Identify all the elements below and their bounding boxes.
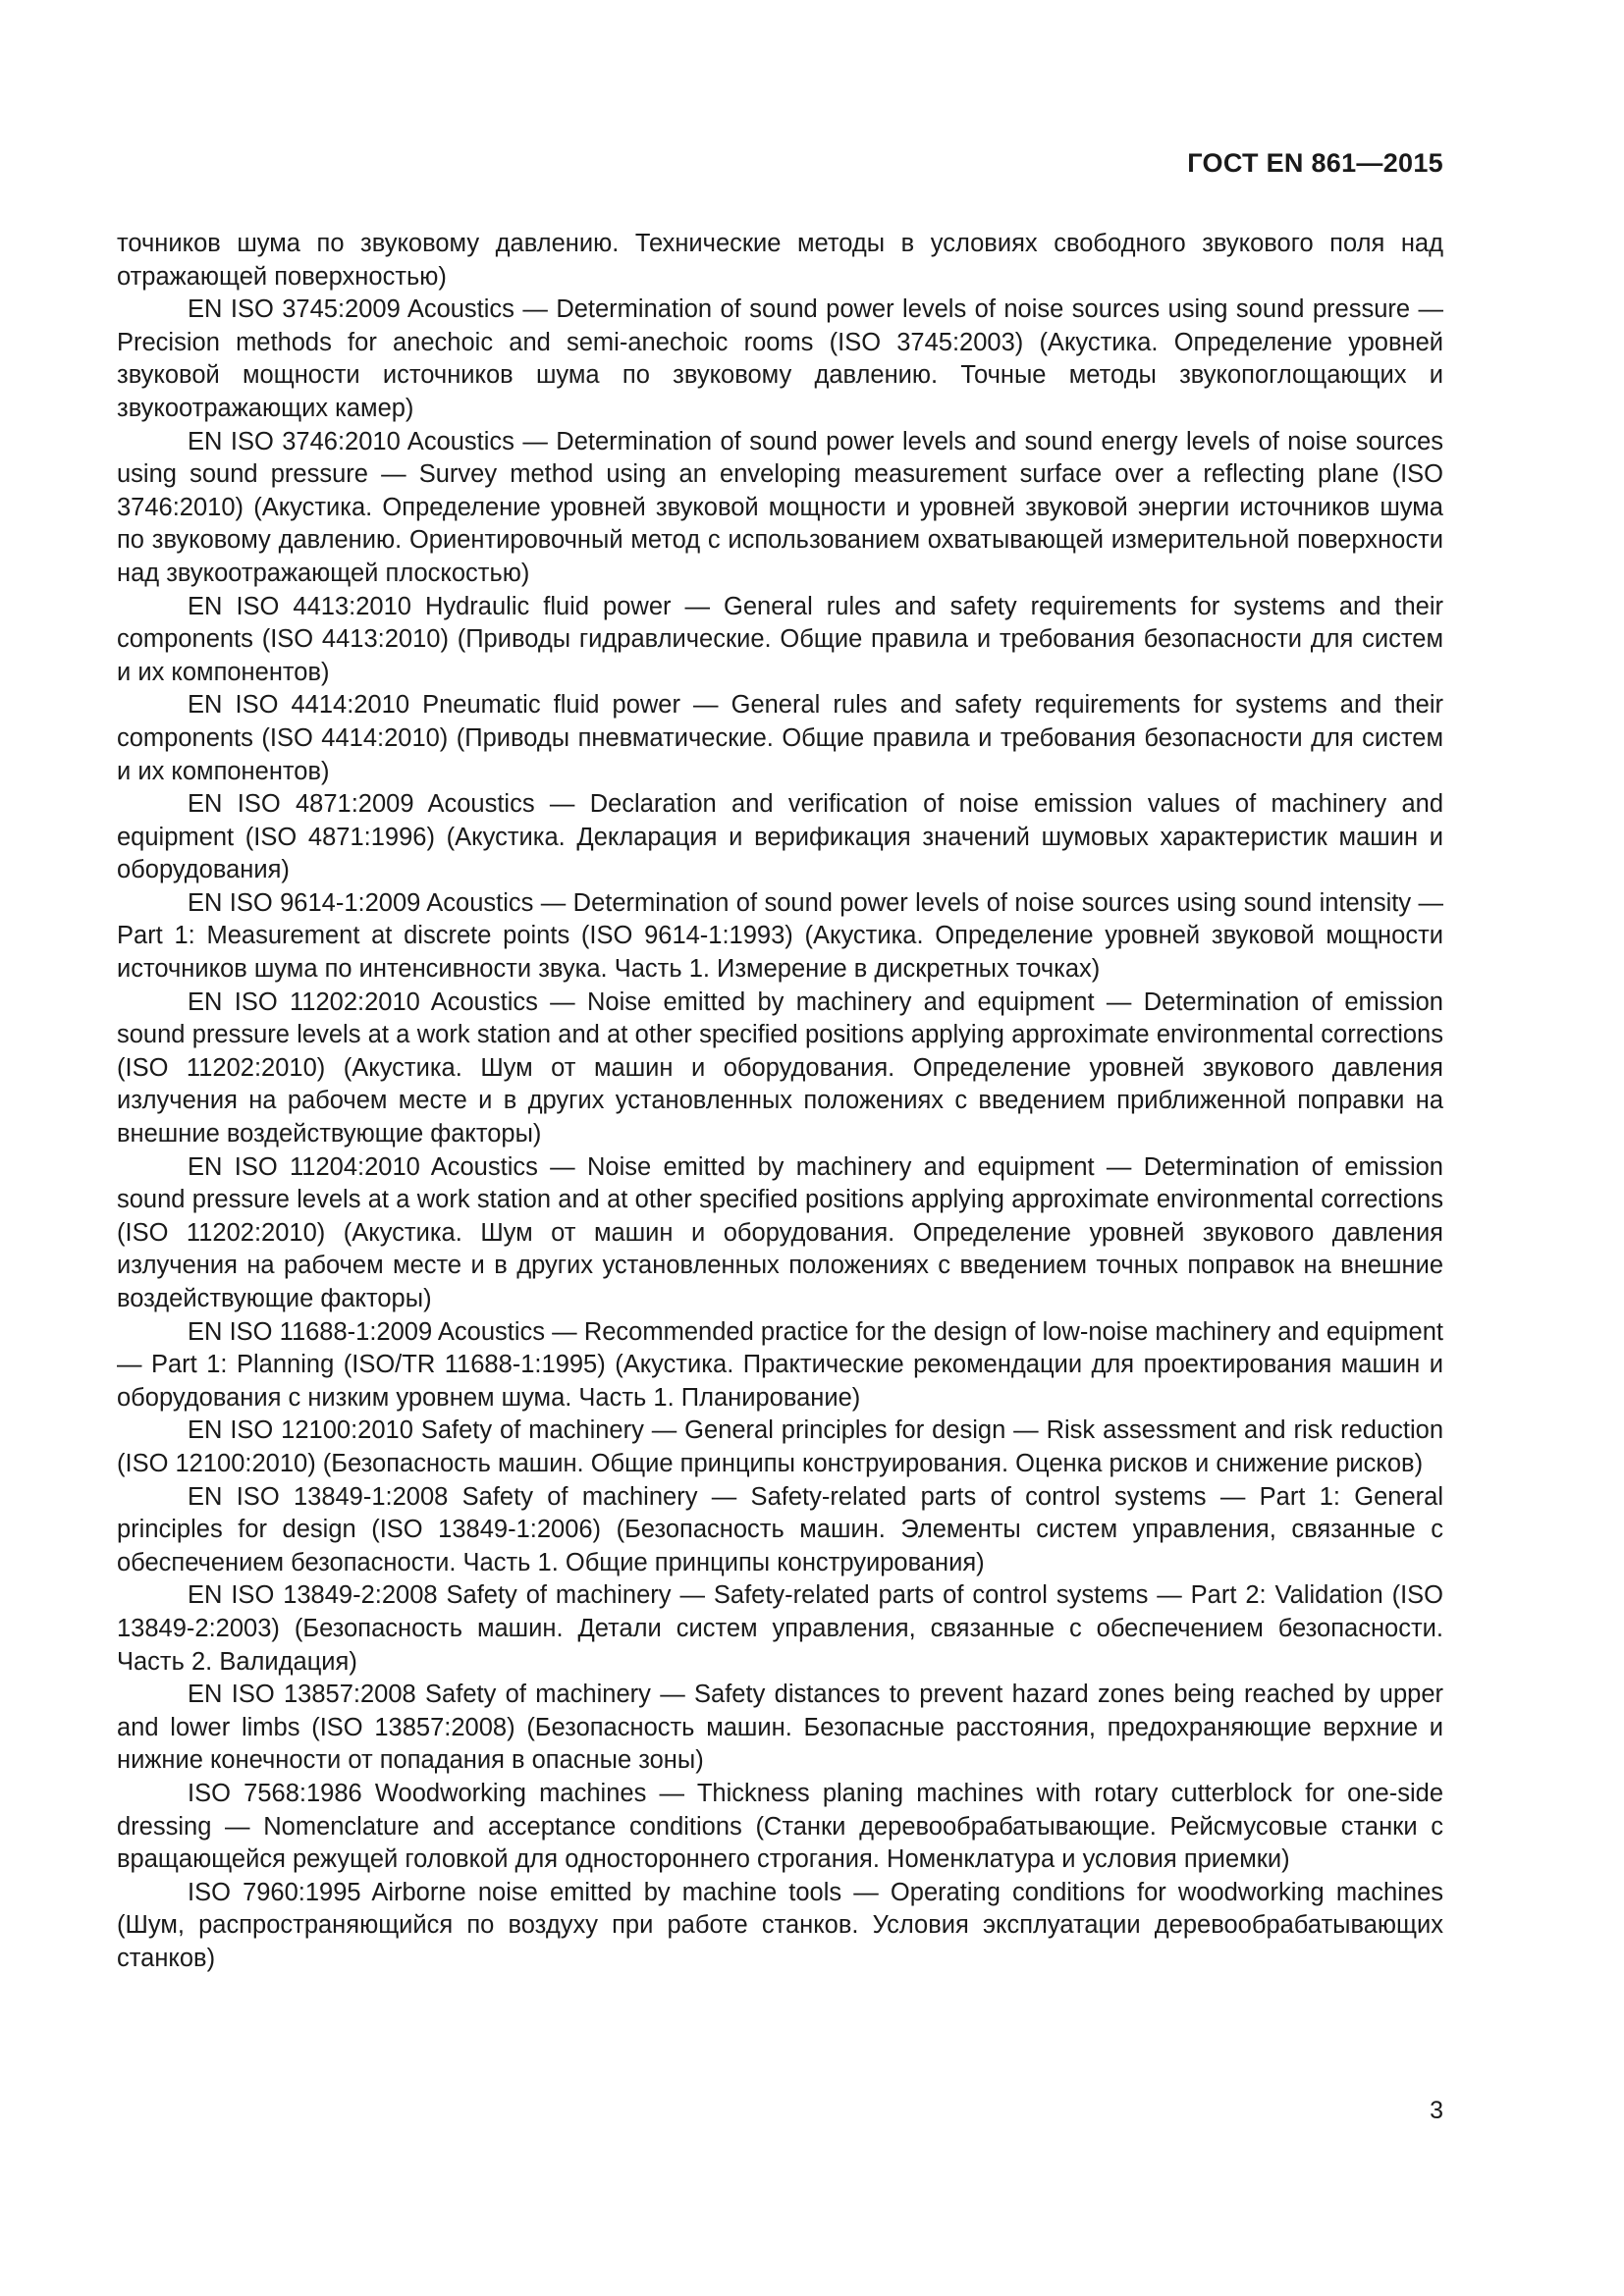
reference-entry: EN ISO 3745:2009 Acoustics — Determination of sound power levels of noise sources using sound pressure — Precision methods for anechoic and semi-anechoic rooms (ISO 3745:2003) (Акустика. Определение уровней звуковой мощности источников шума по звуковому давлению. Точные методы звукопоглощающих и звукоотражающих камер) — [117, 295, 1443, 422]
reference-entry: EN ISO 11204:2010 Acoustics — Noise emitted by machinery and equipment — Determination of emission sound pressure levels at a work station and at other specified positions applying approximate environmental corrections (ISO 11202:2010) (Акустика. Шум от машин и оборудования. Определение уровней звукового давления излучения на рабочем месте и в других установленных положениях с введением точных поправок на внешние воздействующие факторы) — [117, 1152, 1443, 1312]
reference-entry: EN ISO 4414:2010 Pneumatic fluid power — General rules and safety requirements for systems and their components (ISO 4414:2010) (Приводы пневматические. Общие правила и требования безопасности для систем и их компонентов) — [117, 691, 1443, 785]
page-number: 3 — [1430, 2097, 1443, 2124]
document-code-header: ГОСТ EN 861—2015 — [1187, 148, 1443, 178]
reference-entry: EN ISO 12100:2010 Safety of machinery — General principles for design — Risk assessment and risk reduction (ISO 12100:2010) (Безопасность машин. Общие принципы конструирования. Оценка рисков и снижение рисков) — [117, 1416, 1443, 1477]
reference-entry: EN ISO 11202:2010 Acoustics — Noise emitted by machinery and equipment — Determination of emission sound pressure levels at a work station and at other specified positions applying approximate environmental corrections (ISO 11202:2010) (Акустика. Шум от машин и оборудования. Определение уровней звукового давления излучения на рабочем месте и в других установленных положениях с введением приближенной поправки на внешние воздействующие факторы) — [117, 988, 1443, 1148]
reference-entry: EN ISO 4871:2009 Acoustics — Declaration and verification of noise emission values of machinery and equipment (ISO 4871:1996) (Акустика. Декларация и верификация значений шумовых характеристик машин и оборудования) — [117, 790, 1443, 884]
reference-entry: ISO 7960:1995 Airborne noise emitted by machine tools — Operating conditions for woodworking machines (Шум, распространяющийся по воздуху при работе станков. Условия эксплуатации деревообрабатывающих станков) — [117, 1878, 1443, 1972]
reference-entry: EN ISO 3746:2010 Acoustics — Determination of sound power levels and sound energy levels of noise sources using sound pressure — Survey method using an enveloping measurement surface over a reflecting plane (ISO 3746:2010) (Акустика. Определение уровней звуковой мощности и уровней звуковой энергии источников шума по звуковому давлению. Ориентировочный метод с использованием охватывающей измерительной поверхности над звукоотражающей плоскостью) — [117, 427, 1443, 587]
reference-entry: EN ISO 13849-1:2008 Safety of machinery — Safety-related parts of control systems — Part 1: General principles for design (ISO 13849-1:2006) (Безопасность машин. Элементы систем управления, связанные с обеспечением безопасности. Часть 1. Общие принципы конструирования) — [117, 1482, 1443, 1576]
reference-entry: EN ISO 13857:2008 Safety of machinery — Safety distances to prevent hazard zones being reached by upper and lower limbs (ISO 13857:2008) (Безопасность машин. Безопасные расстояния, предохраняющие верхние и нижние конечности от попадания в опасные зоны) — [117, 1681, 1443, 1775]
reference-entry: EN ISO 4413:2010 Hydraulic fluid power — General rules and safety requirements for systems and their components (ISO 4413:2010) (Приводы гидравлические. Общие правила и требования безопасности для систем и их компонентов) — [117, 592, 1443, 686]
reference-entry: EN ISO 9614-1:2009 Acoustics — Determination of sound power levels of noise sources using sound intensity — Part 1: Measurement at discrete points (ISO 9614-1:1993) (Акустика. Определение уровней звуковой мощности источников шума по интенсивности звука. Часть 1. Измерение в дискретных точках) — [117, 888, 1443, 984]
continuation-paragraph: точников шума по звуковому давлению. Технические методы в условиях свободного звукового поля над отражающей поверхностью) — [117, 230, 1443, 291]
reference-list — [117, 228, 1443, 1975]
reference-entry: EN ISO 11688-1:2009 Acoustics — Recommended practice for the design of low-noise machinery and equipment — Part 1: Planning (ISO/TR 11688-1:1995) (Акустика. Практические рекомендации для проектирования машин и оборудования с низким уровнем шума. Часть 1. Планирование) — [117, 1317, 1443, 1412]
reference-entry: EN ISO 13849-2:2008 Safety of machinery — Safety-related parts of control systems — Part 2: Validation (ISO 13849-2:2003) (Безопасность машин. Детали систем управления, связанные с обеспечением безопасности. Часть 2. Валидация) — [117, 1581, 1443, 1676]
reference-entry: ISO 7568:1986 Woodworking machines — Thickness planing machines with rotary cutterblock for one-side dressing — Nomenclature and acceptance conditions (Станки деревообрабатывающие. Рейсмусовые станки с вращающейся режущей головкой для одностороннего строгания. Номенклатура и условия приемки) — [117, 1779, 1443, 1874]
